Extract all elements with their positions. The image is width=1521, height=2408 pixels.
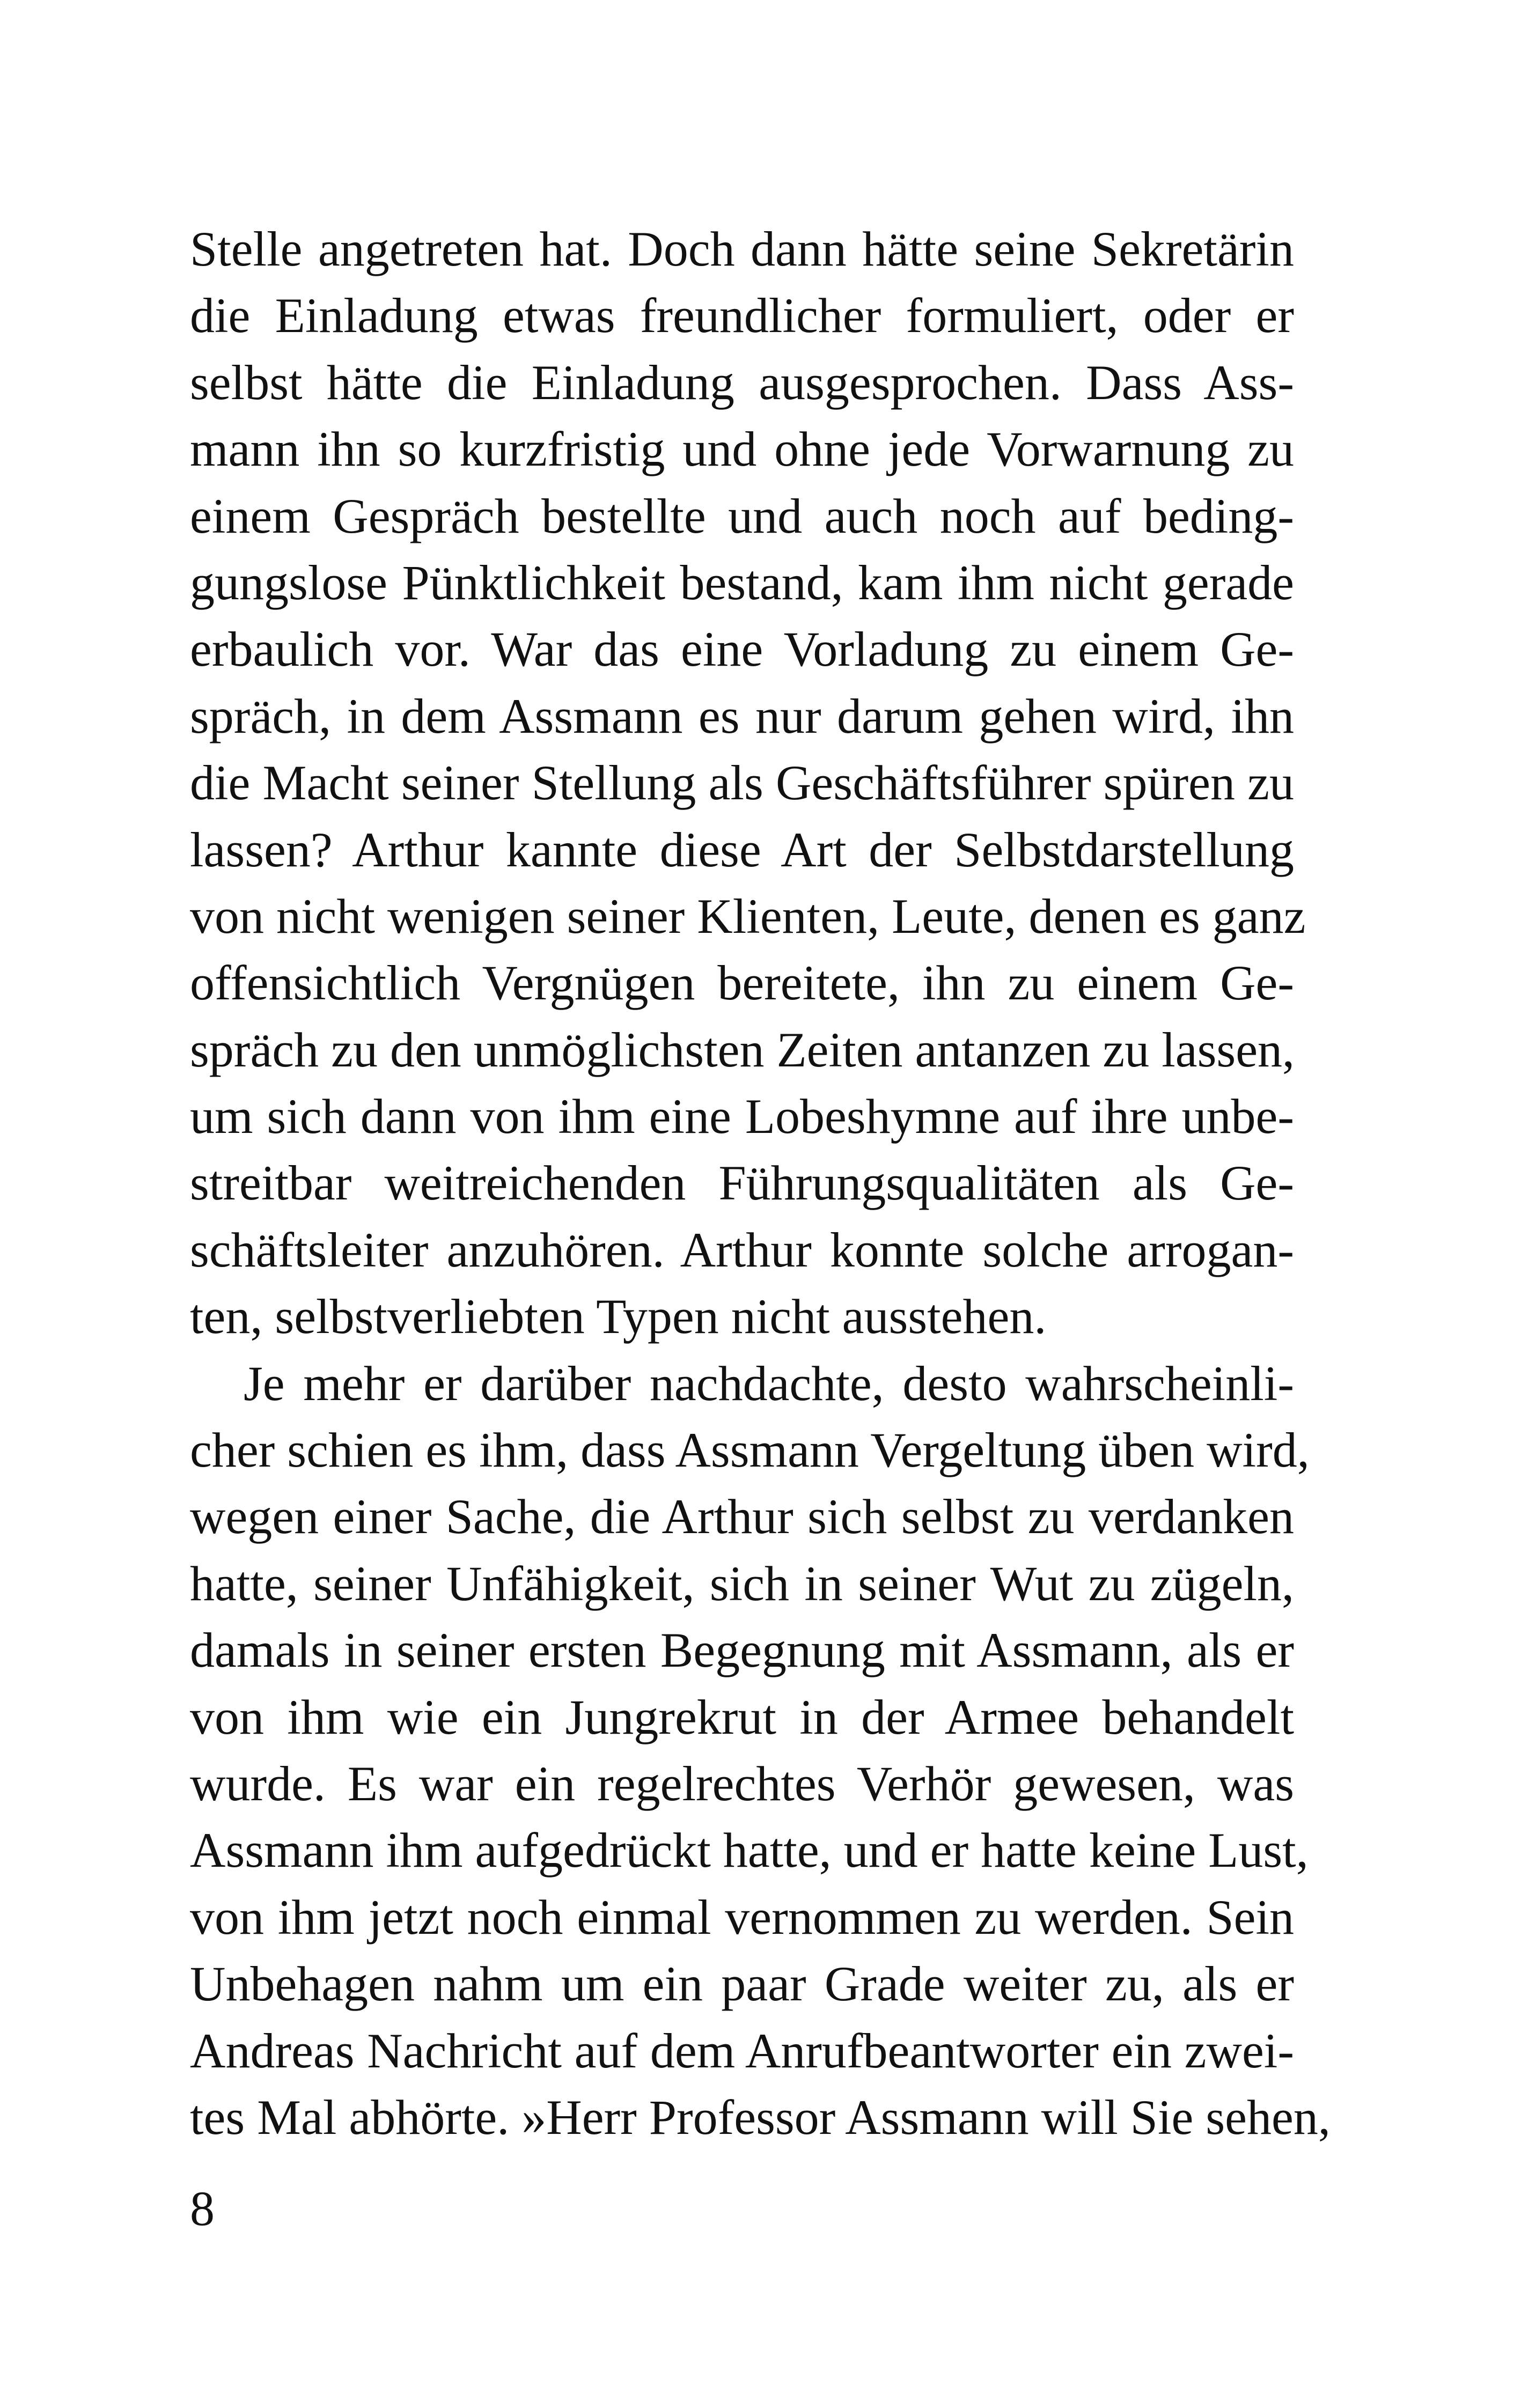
text-line: Assmann ihm aufgedrückt hatte, und er hatte keine Lust,: [190, 1823, 1309, 1878]
text-line: spräch, in dem Assmann es nur darum gehen wird, ihn: [190, 688, 1294, 743]
text-line: cher schien es ihm, dass Assmann Vergeltung üben wird,: [190, 1423, 1310, 1478]
text-line: lassen? Arthur kannte diese Art der Selbstdarstellung: [190, 822, 1294, 877]
text-line: wurde. Es war ein regelrechtes Verhör gewesen, was: [190, 1756, 1294, 1811]
text-line: tes Mal abhörte. »Herr Professor Assmann will Sie sehen,: [190, 2089, 1331, 2145]
text-line: Je mehr er darüber nachdachte, desto wahrscheinli-: [244, 1356, 1294, 1411]
page-number: 8: [190, 2181, 215, 2236]
text-line: offensichtlich Vergnügen bereitete, ihn zu einem Ge-: [190, 955, 1294, 1011]
paragraph-1: [190, 216, 1306, 1350]
text-line: selbst hätte die Einladung ausgesprochen. Dass Ass-: [190, 355, 1294, 410]
text-line: gungslose Pünktlichkeit bestand, kam ihm nicht gerade: [190, 555, 1294, 610]
text-line: Stelle angetreten hat. Doch dann hätte seine Sekretärin: [190, 222, 1294, 276]
text-line: von ihm wie ein Jungrekrut in der Armee behandelt: [190, 1689, 1294, 1744]
text-line: hatte, seiner Unfähigkeit, sich in seiner Wut zu zügeln,: [190, 1556, 1294, 1611]
text-line: mann ihn so kurzfristig und ohne jede Vorwarnung zu: [190, 422, 1294, 477]
text-line: ten, selbstverliebten Typen nicht ausstehen.: [190, 1289, 1047, 1344]
text-line: erbaulich vor. War das eine Vorladung zu einem Ge-: [190, 622, 1294, 677]
body-text: [190, 216, 1331, 2151]
text-line: Andreas Nachricht auf dem Anrufbeantworter ein zwei-: [190, 2023, 1294, 2078]
text-line: um sich dann von ihm eine Lobeshymne auf ihre unbe-: [190, 1089, 1294, 1144]
text-line: spräch zu den unmöglichsten Zeiten antanzen zu lassen,: [190, 1022, 1295, 1077]
text-line: wegen einer Sache, die Arthur sich selbst zu verdanken: [190, 1489, 1294, 1544]
text-line: streitbar weitreichenden Führungsqualitäten als Ge-: [190, 1155, 1294, 1211]
text-line: von nicht wenigen seiner Klienten, Leute, denen es ganz: [190, 888, 1306, 944]
text-line: einem Gespräch bestellte und auch noch auf beding-: [190, 488, 1294, 543]
text-line: Unbehagen nahm um ein paar Grade weiter zu, als er: [190, 1956, 1294, 2012]
text-line: schäftsleiter anzuhören. Arthur konnte solche arrogan-: [190, 1222, 1294, 1277]
text-line: von ihm jetzt noch einmal vernommen zu werden. Sein: [190, 1889, 1294, 1945]
text-line: damals in seiner ersten Begegnung mit Assmann, als er: [190, 1623, 1294, 1678]
text-line: die Macht seiner Stellung als Geschäftsführer spüren zu: [190, 755, 1294, 811]
text-line: die Einladung etwas freundlicher formuliert, oder er: [190, 288, 1294, 343]
paragraph-2: [190, 1350, 1331, 2151]
